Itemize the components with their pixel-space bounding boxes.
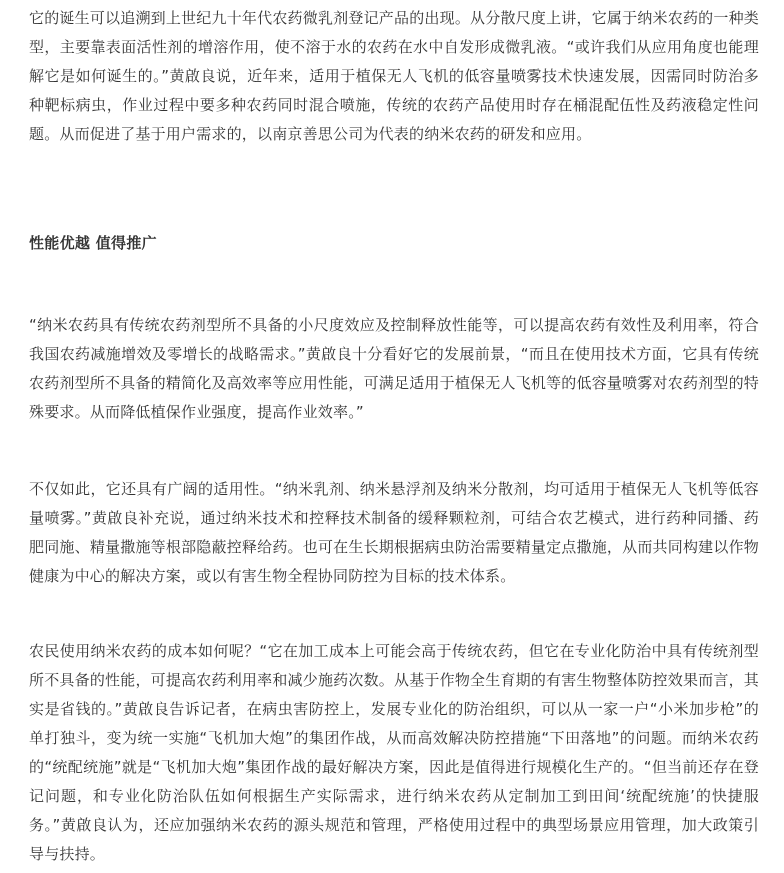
paragraph-origin: 它的诞生可以追溯到上世纪九十年代农药微乳剂登记产品的出现。从分散尺度上讲，它属于纳米农药的一种类型，主要靠表面活性剂的增溶作用，使不溶于水的农药在水中自发形成微乳液。“或许我们从应用角度也能理解它是如何诞生的。”黄啟良说，近年来，适用于植保无人飞机的低容量喷雾技术快速发展，因需同时防治多种靶标病虫，作业过程中要多种农药同时混合喷施，传统的农药产品使用时存在桶混配伍性及药液稳定性问题。从而促进了基于用户需求的，以南京善思公司为代表的纳米农药的研发和应用。 [29, 9, 759, 143]
paragraph-cost: 农民使用纳米农药的成本如何呢？“它在加工成本上可能会高于传统农药，但它在专业化防治中具有传统剂型所不具备的性能，可提高农药利用率和减少施药次数。从基于作物全生育期的有害生物整体防控效果而言，其实是省钱的。”黄啟良告诉记者，在病虫害防控上，发展专业化的防治组织，可以从一家一户“小米加步枪”的单打独斗，变为统一实施“飞机加大炮”的集团作战，从而高效解决防控措施“下田落地”的问题。而纳米农药的“统配统施”就是“飞机加大炮”集团作战的最好解决方案，因此是值得进行规模化生产的。“但当前还存在登记问题，和专业化防治队伍如何根据生产实际需求，进行纳米农药从定制加工到田间‘统配统施’的快捷服务。”黄啟良认为，还应加强纳米农药的源头规范和管理，严格使用过程中的典型场景应用管理，加大政策引导与扶持。 [29, 642, 759, 863]
paragraph-applicability: 不仅如此，它还具有广阔的适用性。“纳米乳剂、纳米悬浮剂及纳米分散剂，均可适用于植保无人飞机等低容量喷雾。”黄啟良补充说，通过纳米技术和控释技术制备的缓释颗粒剂，可结合农艺模式，进行药种同播、药肥同施、精量撒施等根部隐蔽控释给药。也可在生长期根据病虫防治需要精量定点撒施，从而共同构建以作物健康为中心的解决方案，或以有害生物全程协同防控为目标的技术体系。 [29, 480, 759, 585]
section-heading: 性能优越 值得推广 [29, 234, 157, 252]
paragraph-advantages: “纳米农药具有传统农药剂型所不具备的小尺度效应及控制释放性能等，可以提高农药有效性及利用率，符合我国农药减施增效及零增长的战略需求。”黄啟良十分看好它的发展前景，“而且在使用技术方面，它具有传统农药剂型所不具备的精简化及高效率等应用性能，可满足适用于植保无人飞机等的低容量喷雾对农药剂型的特殊要求。从而降低植保作业强度，提高作业效率。” [29, 316, 759, 421]
